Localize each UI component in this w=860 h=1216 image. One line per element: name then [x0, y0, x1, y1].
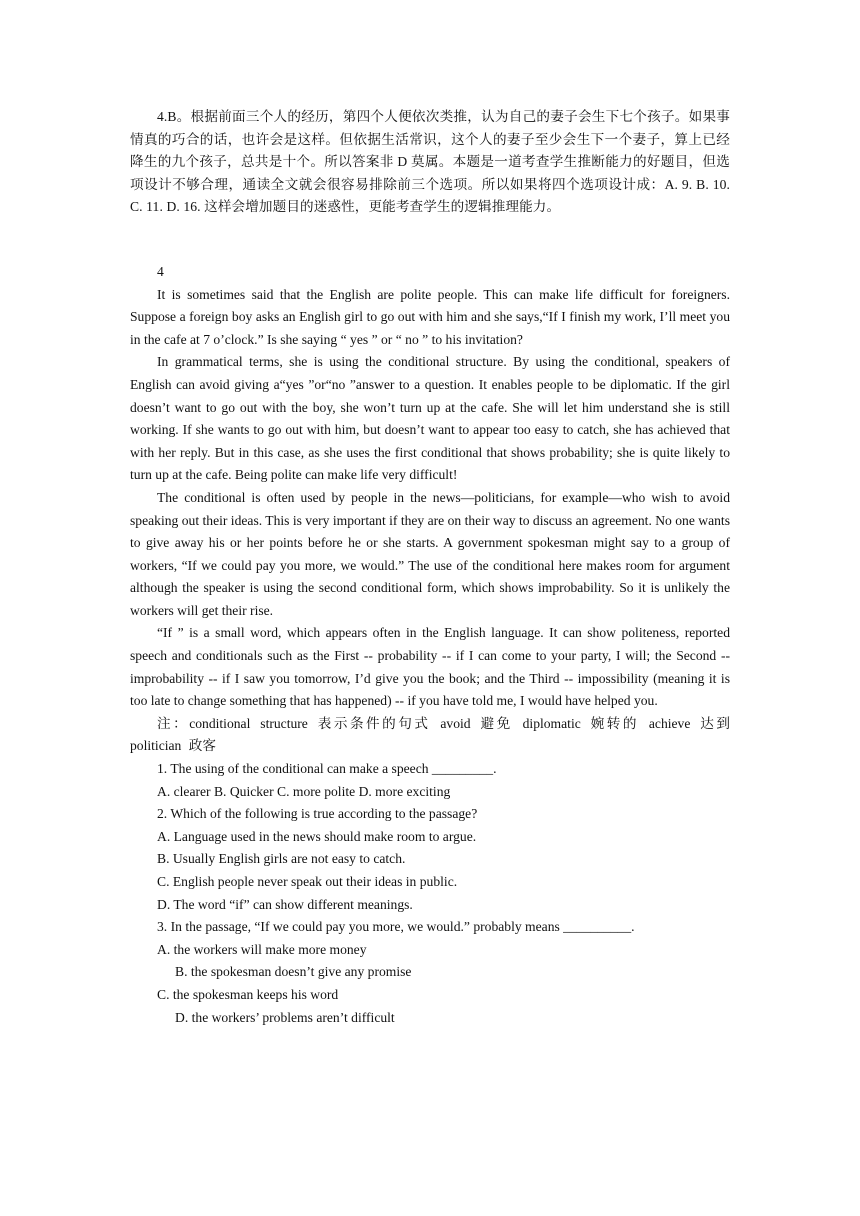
option-line: D. The word “if” can show different meanings. [157, 896, 413, 912]
answer-explanation: 4.B。根据前面三个人的经历，第四个人便依次类推，认为自己的妻子会生下七个孩子。如果事情真的巧合的话，也许会是这样。但依据生活常识，这个人的妻子至少会生下一个妻子，算上已经降生的九个孩子，总共是十个。所以答案非 D 莫属。本题是一道考查学生推断能力的好题目，但选项设计不够合理，通读全文就会很容易排除前三个选项。所以如果将四个选项设计成：A. 9. B. 10. C. 11. D. 16. 这样会增加题目的迷惑性，更能考查学生的逻辑推理能力。 [130, 109, 730, 215]
option-line: D. the workers’ problems aren’t difficult [175, 1009, 395, 1025]
document-page [130, 106, 730, 1029]
question-line: 1. The using of the conditional can make a speech _________. [157, 761, 497, 777]
option-line: A. the workers will make more money [157, 941, 367, 957]
option-line: A. clearer B. Quicker C. more polite D. more exciting [157, 783, 451, 799]
option-line: B. Usually English girls are not easy to catch. [157, 851, 406, 867]
question-list [130, 758, 730, 1029]
passage-paragraph: The conditional is often used by people in the news—politicians, for example—who wish to avoid speaking out their ideas. This is very important if they are on their way to discuss an agreement. No one wants to give away his or her points before he or she starts. A government spokesman might say to a group of workers, “If we could pay you more, we would.” The use of the conditional here makes room for argument although the speaker is using the second conditional form, which shows improbability. So it is unlikely the workers will get their rise. [130, 489, 730, 618]
passage-number: 4 [157, 263, 164, 279]
option-line: C. the spokesman keeps his word [157, 986, 339, 1002]
option-line: A. Language used in the news should make room to argue. [157, 828, 477, 844]
passage-paragraph: “If ” is a small word, which appears often in the English language. It can show politeness, reported speech and conditionals such as the First -- probability -- if I can come to your party, I will; the Second -- improbability -- if I saw you tomorrow, I’d give you the book; and the Third -- impossibility (meaning it is too late to change something that has happened) -- if you have told me, I would have helped you. [130, 625, 730, 709]
passage-paragraph: In grammatical terms, she is using the conditional structure. By using the conditional, speakers of English can avoid giving a“yes ”or“no ”answer to a question. It enables people to be diplomatic. If the girl doesn’t want to go out with the boy, she won’t turn up at the cafe. She will let him understand she is still working. If she wants to go out with him, but doesn’t want to appear too easy to catch, she has achieved that with her reply. But in this case, as she uses the first conditional that shows probability; she is quite likely to turn up at the cafe. Being polite can make life very difficult! [130, 354, 730, 483]
question-line: 3. In the passage, “If we could pay you more, we would.” probably means __________. [157, 919, 635, 935]
option-line: B. the spokesman doesn’t give any promise [175, 964, 412, 980]
option-line: C. English people never speak out their ideas in public. [157, 874, 458, 889]
vocabulary-note: 注：conditional structure 表示条件的句式 avoid 避免 diplomatic 婉转的 achieve 达到 politician 政客 [130, 715, 730, 754]
passage-paragraph: It is sometimes said that the English are polite people. This can make life difficult for foreigners. Suppose a foreign boy asks an English girl to go out with him and she says,“If I finish my work, I’ll meet you in the cafe at 7 o’clock.” Is she saying “ yes ” or “ no ” to his invitation? [130, 286, 730, 347]
question-line: 2. Which of the following is true according to the passage? [157, 806, 478, 822]
spacer [130, 219, 730, 261]
